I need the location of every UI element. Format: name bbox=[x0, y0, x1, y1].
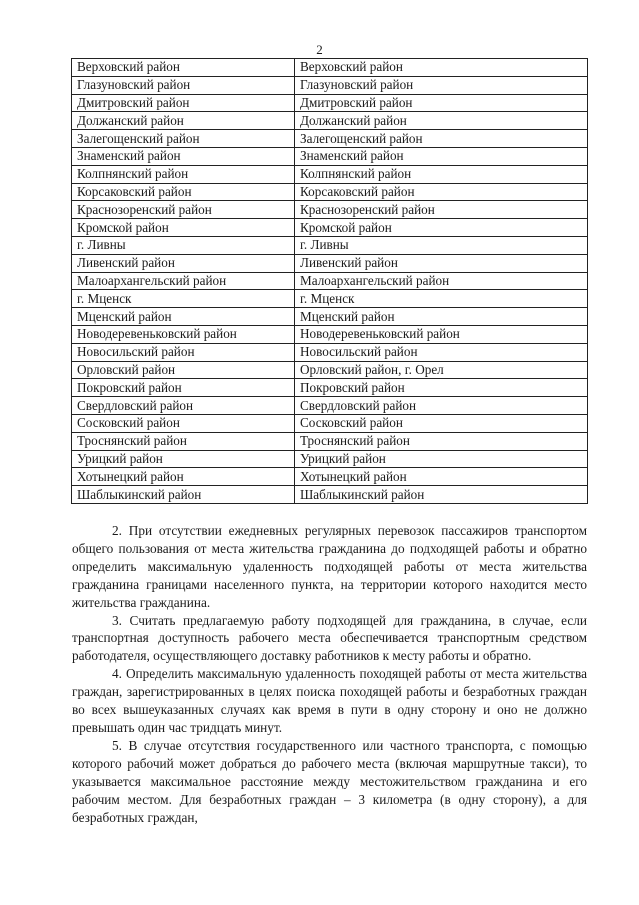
municipal-area-cell: г. Мценск bbox=[295, 290, 588, 308]
municipal-area-cell: Новодеревеньковский район bbox=[295, 325, 588, 343]
table-row bbox=[72, 450, 588, 468]
table-row bbox=[72, 325, 588, 343]
table-row bbox=[72, 236, 588, 254]
table-row bbox=[72, 112, 588, 130]
table-row bbox=[72, 486, 588, 504]
table-row bbox=[72, 219, 588, 237]
district-name-cell: Верховский район bbox=[72, 59, 295, 77]
table-row bbox=[72, 59, 588, 77]
municipal-area-cell: Должанский район bbox=[295, 112, 588, 130]
table-row bbox=[72, 290, 588, 308]
district-name-cell: Троснянский район bbox=[72, 432, 295, 450]
table-row bbox=[72, 343, 588, 361]
municipal-area-cell: Сосковский район bbox=[295, 414, 588, 432]
municipal-area-cell: Залегощенский район bbox=[295, 130, 588, 148]
district-name-cell: Орловский район bbox=[72, 361, 295, 379]
district-name-cell: г. Мценск bbox=[72, 290, 295, 308]
municipal-area-cell: Верховский район bbox=[295, 59, 588, 77]
district-name-cell: Сосковский район bbox=[72, 414, 295, 432]
district-name-cell: Новосильский район bbox=[72, 343, 295, 361]
municipal-area-cell: Глазуновский район bbox=[295, 76, 588, 94]
municipal-area-cell: Кромской район bbox=[295, 219, 588, 237]
table-row bbox=[72, 165, 588, 183]
municipal-area-cell: Малоархангельский район bbox=[295, 272, 588, 290]
municipal-area-cell: Новосильский район bbox=[295, 343, 588, 361]
municipal-area-cell: Дмитровский район bbox=[295, 94, 588, 112]
district-name-cell: г. Ливны bbox=[72, 236, 295, 254]
document-body-text bbox=[72, 522, 587, 826]
table-row bbox=[72, 361, 588, 379]
paragraph-3: 3. Считать предлагаемую работу подходящей для гражданина, в случае, если транспортная доступность рабочего места обеспечивается транспортным средством работодателя, осуществляющего доставку работников к месту работы и обратно. bbox=[72, 612, 587, 664]
district-name-cell: Колпнянский район bbox=[72, 165, 295, 183]
page-number: 2 bbox=[316, 42, 323, 57]
table-row bbox=[72, 147, 588, 165]
district-name-cell: Корсаковский район bbox=[72, 183, 295, 201]
municipal-area-cell: Покровский район bbox=[295, 379, 588, 397]
municipal-area-cell: Мценский район bbox=[295, 308, 588, 326]
district-name-cell: Знаменский район bbox=[72, 147, 295, 165]
table-row bbox=[72, 94, 588, 112]
district-name-cell: Должанский район bbox=[72, 112, 295, 130]
district-name-cell: Мценский район bbox=[72, 308, 295, 326]
district-name-cell: Свердловский район bbox=[72, 397, 295, 415]
districts-table bbox=[71, 58, 588, 504]
table-row bbox=[72, 379, 588, 397]
district-name-cell: Новодеревеньковский район bbox=[72, 325, 295, 343]
table-row bbox=[72, 130, 588, 148]
municipal-area-cell: Урицкий район bbox=[295, 450, 588, 468]
table-row bbox=[72, 308, 588, 326]
table-row bbox=[72, 183, 588, 201]
table-row bbox=[72, 432, 588, 450]
table-row bbox=[72, 76, 588, 94]
municipal-area-cell: Шаблыкинский район bbox=[295, 486, 588, 504]
table-row bbox=[72, 201, 588, 219]
table-row bbox=[72, 254, 588, 272]
municipal-area-cell: Корсаковский район bbox=[295, 183, 588, 201]
district-name-cell: Глазуновский район bbox=[72, 76, 295, 94]
table-row bbox=[72, 414, 588, 432]
municipal-area-cell: Свердловский район bbox=[295, 397, 588, 415]
table-row bbox=[72, 468, 588, 486]
paragraph-2: 2. При отсутствии ежедневных регулярных перевозок пассажиров транспортом общего пользования от места жительства гражданина до подходящей работы и обратно определить максимальную удаленность подходящей работы от места жительства гражданина границами населенного пункта, на территории которого находится место жительства гражданина. bbox=[72, 523, 587, 610]
district-name-cell: Покровский район bbox=[72, 379, 295, 397]
municipal-area-cell: Знаменский район bbox=[295, 147, 588, 165]
municipal-area-cell: Ливенский район bbox=[295, 254, 588, 272]
district-name-cell: Краснозоренский район bbox=[72, 201, 295, 219]
paragraph-5: 5. В случае отсутствия государственного или частного транспорта, с помощью которого рабочий может добраться до рабочего места (включая маршрутные такси), то указывается максимальное расстояние между местожительством гражданина и его рабочим местом. Для безработных граждан – 3 километра (в одну сторону), а для безработных граждан, bbox=[72, 737, 587, 825]
district-name-cell: Залегощенский район bbox=[72, 130, 295, 148]
district-name-cell: Хотынецкий район bbox=[72, 468, 295, 486]
district-name-cell: Дмитровский район bbox=[72, 94, 295, 112]
district-name-cell: Малоархангельский район bbox=[72, 272, 295, 290]
table-row bbox=[72, 397, 588, 415]
municipal-area-cell: Краснозоренский район bbox=[295, 201, 588, 219]
municipal-area-cell: Хотынецкий район bbox=[295, 468, 588, 486]
district-name-cell: Шаблыкинский район bbox=[72, 486, 295, 504]
municipal-area-cell: Орловский район, г. Орел bbox=[295, 361, 588, 379]
district-name-cell: Урицкий район bbox=[72, 450, 295, 468]
district-name-cell: Кромской район bbox=[72, 219, 295, 237]
municipal-area-cell: Троснянский район bbox=[295, 432, 588, 450]
district-name-cell: Ливенский район bbox=[72, 254, 295, 272]
municipal-area-cell: г. Ливны bbox=[295, 236, 588, 254]
table-row bbox=[72, 272, 588, 290]
districts-table-body bbox=[72, 59, 588, 504]
paragraph-4: 4. Определить максимальную удаленность походящей работы от места жительства граждан, зарегистрированных в целях поиска походящей работы и безработных граждан во всех вышеуказанных случаях как время в пути в одну сторону и оно не должно превышать один час тридцать минут. bbox=[72, 666, 587, 735]
municipal-area-cell: Колпнянский район bbox=[295, 165, 588, 183]
